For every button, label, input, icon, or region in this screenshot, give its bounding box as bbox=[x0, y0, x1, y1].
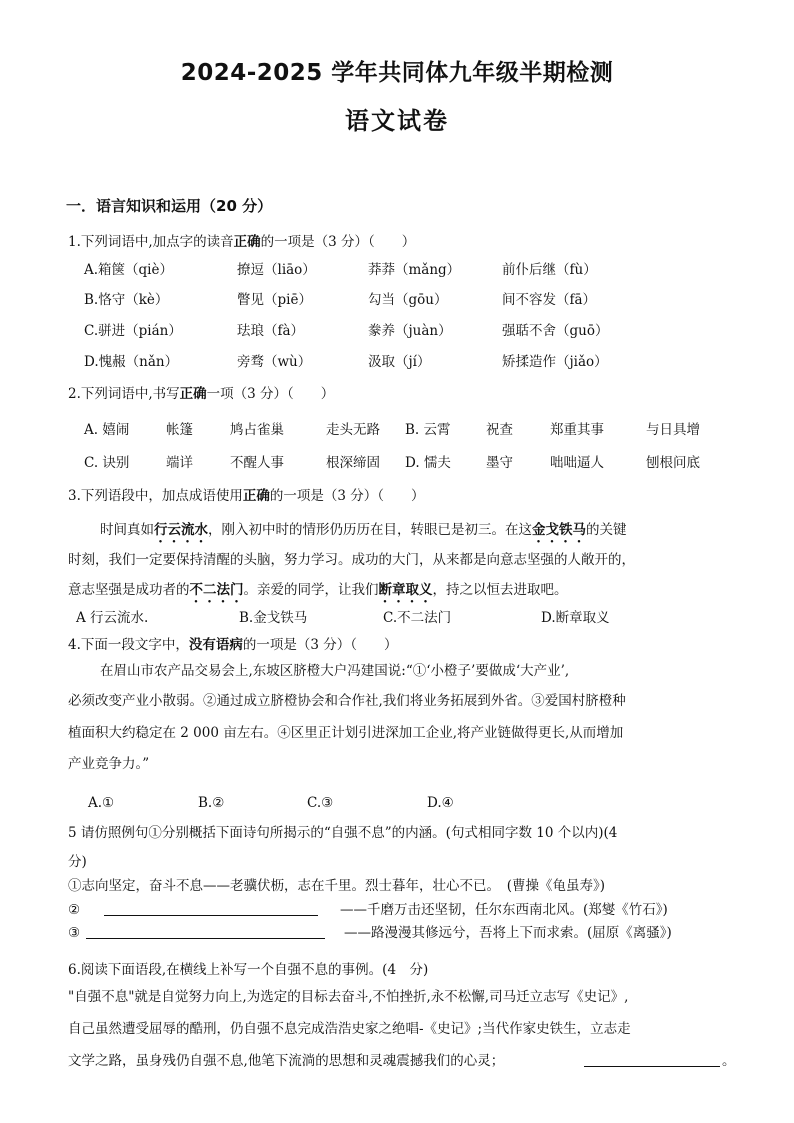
q6-passage-line: 文学之路，虽身残仍自强不息,他笔下流淌的思想和灵魂震撼我们的心灵； bbox=[68, 1053, 505, 1069]
q1-option-cell: 瞥见（piē） bbox=[237, 292, 312, 308]
q1-option-cell: 矫揉造作（jiǎo） bbox=[502, 354, 608, 370]
q2-word: 刨根问底 bbox=[646, 455, 700, 471]
q6-passage-line: 自己虽然遭受屈辱的酷刑，仍自强不息完成浩浩史家之绝唱-《史记》;当代作家史铁生，立志走 bbox=[68, 1021, 631, 1037]
q2-word: 咄咄逼人 bbox=[550, 455, 604, 471]
q5-item-3-mark: ③ bbox=[68, 925, 81, 941]
q5-answer-blank-2[interactable] bbox=[104, 915, 318, 916]
q5-item-2-mark: ② bbox=[68, 902, 81, 918]
q3-suffix: 的一项是（3 分）（ ） bbox=[269, 488, 425, 504]
exam-title: 2024-2025 学年共同体九年级半期检测 bbox=[180, 60, 614, 86]
q6-period: 。 bbox=[722, 1053, 736, 1069]
q1-option-cell: 撩逗（liāo） bbox=[237, 262, 316, 278]
q4-option: B.② bbox=[198, 795, 225, 811]
q2-suffix: 一项（3 分）（ ） bbox=[206, 386, 335, 402]
q1-option-cell: C.骈进（pián） bbox=[84, 323, 182, 339]
q1-option-cell: D.愧赧（nǎn） bbox=[84, 354, 179, 370]
q2-word: B. 云霄 bbox=[405, 422, 451, 438]
question-3-stem bbox=[68, 487, 425, 505]
q3-passage-line: 时刻，我们一定要保持清醒的头脑，努力学习。成功的大门，从来都是向意志坚强的人敞开的， bbox=[68, 552, 635, 568]
q3-emphasis: 正确 bbox=[242, 488, 270, 504]
q3-text: 的关键 bbox=[586, 522, 627, 538]
q2-prefix: 2.下列词语中,书写 bbox=[68, 386, 180, 402]
section-heading: 一．语言知识和运用（20 分） bbox=[66, 197, 273, 215]
q2-word: A. 嬉闹 bbox=[84, 422, 130, 438]
q1-option-cell: 珐琅（fà） bbox=[237, 323, 305, 339]
q4-passage-line: 植面积大约稳定在 2 000 亩左右。④区里正计划引进深加工企业,将产业链做得更长,从而增加 bbox=[68, 725, 624, 741]
q3-idiom-3: 不二法门 bbox=[189, 582, 244, 598]
question-1-stem bbox=[68, 233, 415, 251]
q4-emphasis: 没有语病 bbox=[188, 637, 243, 653]
exam-subtitle: 语文试卷 bbox=[345, 107, 449, 135]
q5-example-1: ①志向坚定，奋斗不息——老骥伏枥，志在千里。烈士暮年，壮心不已。 (曹操《龟虽寿》) bbox=[68, 878, 606, 894]
q3-text: 。亲爱的同学，让我们 bbox=[243, 582, 379, 598]
q1-option-cell: 旁骛（wù） bbox=[237, 354, 312, 370]
q6-answer-blank[interactable] bbox=[584, 1066, 720, 1067]
q5-item-2 bbox=[68, 901, 80, 919]
q3-idiom-1: 行云流水 bbox=[154, 522, 208, 538]
q3-text: ，持之以恒去进取吧。 bbox=[432, 582, 568, 598]
q5-item-3 bbox=[68, 924, 80, 942]
q6-passage-line: "自强不息"就是自觉努力向上,为选定的目标去奋斗,不怕挫折,永不松懈,司马迁立志写《史记》, bbox=[68, 989, 629, 1005]
q4-option: A.① bbox=[88, 795, 115, 811]
q4-passage-line: 产业竞争力。” bbox=[68, 756, 150, 772]
q1-option-cell: A.箱箧（qiè） bbox=[84, 262, 173, 278]
q2-word: 不醒人事 bbox=[230, 455, 284, 471]
q2-word: 帐篷 bbox=[166, 422, 193, 438]
q3-option: B.金戈铁马 bbox=[239, 610, 308, 626]
question-5-stem-cont: 分) bbox=[68, 854, 87, 870]
q4-option: D.④ bbox=[427, 795, 454, 811]
q3-prefix: 3.下列语段中，加点成语使用 bbox=[68, 488, 243, 504]
q3-passage-line bbox=[100, 521, 627, 546]
q1-prefix: 1.下列词语中,加点字的读音 bbox=[68, 234, 234, 250]
q2-word: 郑重其事 bbox=[550, 422, 604, 438]
q1-option-cell: 间不容发（fā） bbox=[502, 292, 597, 308]
q1-option-cell: B.恪守（kè） bbox=[84, 292, 169, 308]
question-6-stem: 6.阅读下面语段,在横线上补写一个自强不息的事例。(4 分) bbox=[68, 962, 429, 978]
q2-word: D. 懦夫 bbox=[405, 455, 451, 471]
q2-word: 祝查 bbox=[486, 422, 513, 438]
q1-option-cell: 汲取（jí） bbox=[368, 354, 431, 370]
q3-idiom-2: 金戈铁马 bbox=[532, 522, 586, 538]
q1-option-cell: 前仆后继（fù） bbox=[502, 262, 597, 278]
q3-passage-line bbox=[68, 581, 568, 606]
q1-suffix: 的一项是（3 分）（ ） bbox=[260, 234, 416, 250]
q3-text: ，刚入初中时的情形仍历历在目，转眼已是初三。在这 bbox=[208, 522, 532, 538]
q2-word: 鸠占雀巢 bbox=[230, 422, 284, 438]
question-5-stem: 5 请仿照例句①分别概括下面诗句所揭示的“自强不息”的内涵。(句式相同字数 10 个以内)(4 bbox=[68, 825, 618, 841]
q1-option-cell: 强聒不舍（guō） bbox=[502, 323, 609, 339]
q4-passage-line: 在眉山市农产品交易会上,东坡区脐橙大户冯建国说:“①‘小橙子’要做成‘大产业’, bbox=[100, 663, 570, 679]
q2-word: C. 诀别 bbox=[84, 455, 130, 471]
q4-passage-line: 必须改变产业小散弱。②通过成立脐橙协会和合作社,我们将业务拓展到外省。③爱国村脐橙种 bbox=[68, 693, 626, 709]
question-2-stem bbox=[68, 385, 334, 403]
q3-text: 时间真如 bbox=[100, 522, 154, 538]
q2-word: 端详 bbox=[166, 455, 193, 471]
q3-option: C.不二法门 bbox=[383, 610, 452, 626]
q2-word: 根深缔固 bbox=[326, 455, 380, 471]
q4-option: C.③ bbox=[307, 795, 334, 811]
q3-idiom-4: 断章取义 bbox=[378, 582, 433, 598]
q2-word: 与日具增 bbox=[646, 422, 700, 438]
q1-option-cell: 勾当（gōu） bbox=[368, 292, 448, 308]
q1-option-cell: 莽莽（mǎng） bbox=[368, 262, 461, 278]
q5-answer-blank-3[interactable] bbox=[86, 938, 325, 939]
q3-text: 意志坚强是成功者的 bbox=[68, 582, 190, 598]
q1-option-cell: 豢养（juàn） bbox=[368, 323, 452, 339]
q3-option: D.断章取义 bbox=[541, 610, 610, 626]
q4-prefix: 4.下面一段文字中， bbox=[68, 637, 189, 653]
q2-emphasis: 正确 bbox=[179, 386, 207, 402]
q1-emphasis: 正确 bbox=[233, 234, 261, 250]
q5-item-2-poem: ——千磨万击还坚韧，任尔东西南北风。(郑燮《竹石》) bbox=[340, 902, 668, 918]
q3-option: A 行云流水. bbox=[76, 610, 149, 626]
q4-suffix: 的一项是（3 分）（ ） bbox=[242, 637, 398, 653]
q2-word: 墨守 bbox=[486, 455, 513, 471]
question-4-stem bbox=[68, 636, 398, 654]
q2-word: 走头无路 bbox=[326, 422, 380, 438]
q5-item-3-poem: ——路漫漫其修远兮，吾将上下而求索。(屈原《离骚》) bbox=[344, 925, 672, 941]
